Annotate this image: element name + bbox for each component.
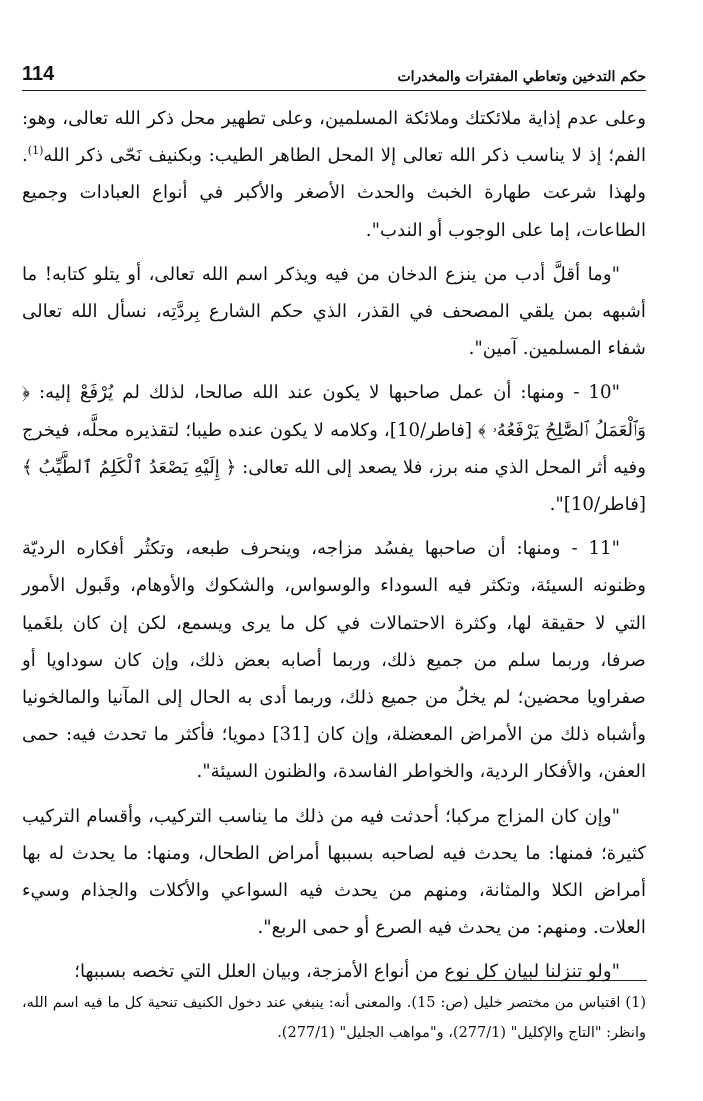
- paragraph-5: "وإن كان المزاج مركبا؛ أحدثت فيه من ذلك ما يناسب التركيب، وأقسام التركيب كثيرة؛ فمنها: ما يحدث فيه لصاحبه بسببها أمراض الطحال، ومنها: ما يحدث له بها أمراض الكلا والمثانة، ومنهم من يحدث فيه السواعي والأكلات والجذام وسيء العلات. ومنهم: من يحدث فيه الصرع أو حمى الربع".: [22, 805, 646, 939]
- footnotes: [22, 988, 646, 1048]
- paragraph-1-text: وعلى عدم إذاية ملائكتك وملائكة المسلمين، وعلى تطهير محل ذكر الله تعالى، وهو: الفم؛ إذ لا يناسب ذكر الله تعالى إلا المحل الطاهر الطيب: وبكنيف نَحّى ذكر الله: [22, 108, 646, 167]
- footnote-1: (1) اقتباس من مختصر خليل (ص: 15). والمعنى أنه: ينبغي عند دخول الكنيف تنحية كل ما فيه اسم الله، وانظر: "التاج والإكليل" (277/1)، و"مواهب الجليل" (277/1).: [22, 995, 646, 1041]
- page-number: 114: [22, 63, 55, 85]
- paragraph-1: [22, 100, 646, 249]
- paragraph-1-text-cont: . ولهذا شرعت طهارة الخبث والحدث الأصغر والأكبر في أنواع العبادات وجميع الطاعات، إما على الوجوب أو الندب".: [22, 145, 646, 241]
- page-body: [22, 100, 646, 998]
- running-title: حكم التدخين وتعاطي المفترات والمخدرات: [397, 69, 646, 85]
- page-header: [22, 60, 646, 91]
- footnote-divider: [447, 980, 647, 981]
- footnote-reference-1[interactable]: (1): [27, 144, 44, 158]
- paragraph-2: "وما أقلَّ أدب من ينزع الدخان من فيه ويذكر اسم الله تعالى، أو يتلو كتابه! ما أشبهه بمن يلقي المصحف في القذر، الذي حكم الشارع بِردَّتِه، نسأل الله تعالى شفاء المسلمين. آمين".: [22, 263, 646, 360]
- paragraph-3: "10 - ومنها: أن عمل صاحبها لا يكون عند الله صالحا، لذلك لم يُرْفَعْ إليه: ﴿ وَٱلْعَمَلُ ٱلصَّٰلِحُ يَرْفَعُهُۥ ﴾ [فاطر/10]، وكلامه لا يكون عنده طيبا؛ لتقذيره محلَّه، فيخرج وفيه أثر المحل الذي منه برز، فلا يصعد إلى الله تعالى: ﴿ إِلَيْهِ يَصْعَدُ ٱلْكَلِمُ ٱلطَّيِّبُ ﴾ [فاطر/10]".: [22, 382, 646, 516]
- paragraph-4: "11 - ومنها: أن صاحبها يفسُد مزاجه، وينحرف طبعه، وتكثُر أفكاره الرديّة وظنونه السيئة، وتكثر فيه السوداء والوسواس، والشكوك والأوهام، وقَبول الأمور التي لا حقيقة لها، وكثرة الاحتمالات في كل ما يرى ويسمع، لكن إن كان بلغَميا صرفا، وربما سلم من جميع ذلك، وربما أصابه بعض ذلك، وإن كان سوداويا أو صفراويا محضين؛ لم يخلُ من جميع ذلك، وربما أدى به الحال إلى المآنيا والمالخونيا وأشباه ذلك من الأمراض المعضلة، وإن كان [31] دمويا؛ فأكثر ما تحدث فيه: حمى العفن، والأفكار الردية، والخواطر الفاسدة، والظنون السيئة".: [22, 538, 646, 783]
- paragraph-6: "ولو تنزلنا لبيان كل نوع من أنواع الأمزجة، وبيان العلل التي تخصه بسببها؛: [74, 961, 620, 983]
